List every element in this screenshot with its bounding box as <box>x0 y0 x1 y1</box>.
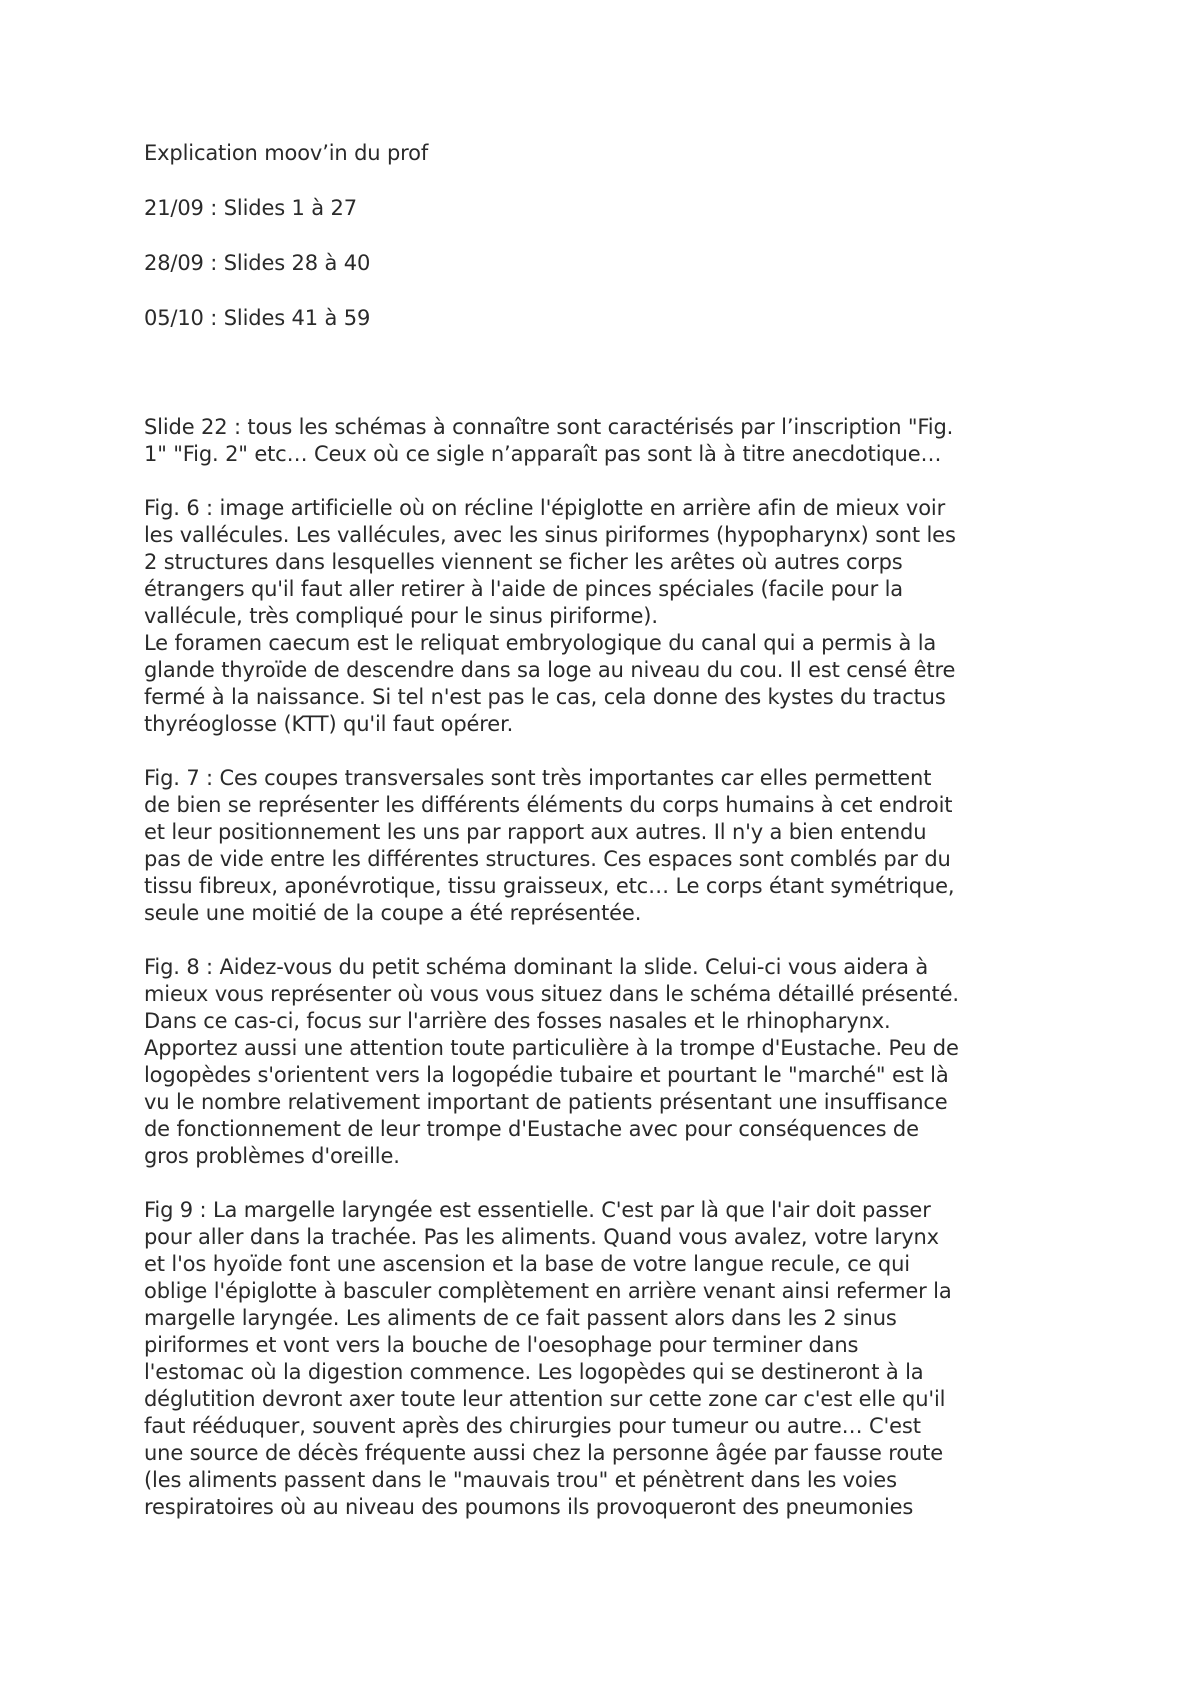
paragraph-line: et leur positionnement les uns par rapport aux autres. Il n'y a bien entendu <box>144 820 927 844</box>
schedule-line: 05/10 : Slides 41 à 59 <box>144 306 371 330</box>
paragraph-line: de bien se représenter les différents éléments du corps humains à cet endroit <box>144 793 953 817</box>
paragraph-line: Apportez aussi une attention toute particulière à la trompe d'Eustache. Peu de <box>144 1036 959 1060</box>
paragraph-line: pour aller dans la trachée. Pas les aliments. Quand vous avalez, votre larynx <box>144 1225 939 1249</box>
paragraph-line: respiratoires où au niveau des poumons ils provoqueront des pneumonies <box>144 1495 914 1519</box>
paragraph-line: mieux vous représenter où vous vous situez dans le schéma détaillé présenté. <box>144 982 959 1006</box>
paragraph-line: Dans ce cas-ci, focus sur l'arrière des fosses nasales et le rhinopharynx. <box>144 1009 891 1033</box>
paragraph-line: logopèdes s'orientent vers la logopédie tubaire et pourtant le "marché" est là <box>144 1063 949 1087</box>
paragraph-line: seule une moitié de la coupe a été représentée. <box>144 901 642 925</box>
paragraph-line: déglutition devront axer toute leur attention sur cette zone car c'est elle qu'il <box>144 1387 946 1411</box>
paragraph-line: une source de décès fréquente aussi chez la personne âgée par fausse route <box>144 1441 944 1465</box>
document-page <box>144 140 1074 1521</box>
paragraph-line: et l'os hyoïde font une ascension et la base de votre langue recule, ce qui <box>144 1252 910 1276</box>
paragraph-line: piriformes et vont vers la bouche de l'oesophage pour terminer dans <box>144 1333 859 1357</box>
paragraph-fig-8 <box>144 954 1074 1170</box>
paragraph-line: (les aliments passent dans le "mauvais trou" et pénètrent dans les voies <box>144 1468 897 1492</box>
paragraph-line: étrangers qu'il faut aller retirer à l'aide de pinces spéciales (facile pour la <box>144 577 904 601</box>
paragraph-line: gros problèmes d'oreille. <box>144 1144 400 1168</box>
paragraph-line: glande thyroïde de descendre dans sa loge au niveau du cou. Il est censé être <box>144 658 956 682</box>
paragraph-line: vallécule, très compliqué pour le sinus piriforme). <box>144 604 658 628</box>
paragraph-line: Fig. 8 : Aidez-vous du petit schéma dominant la slide. Celui-ci vous aidera à <box>144 955 929 979</box>
paragraph-fig-9 <box>144 1197 1074 1521</box>
paragraph-line: Slide 22 : tous les schémas à connaître sont caractérisés par l’inscription "Fig. <box>144 415 954 439</box>
paragraph-line: Fig 9 : La margelle laryngée est essentielle. C'est par là que l'air doit passer <box>144 1198 931 1222</box>
paragraph-line: Le foramen caecum est le reliquat embryologique du canal qui a permis à la <box>144 631 937 655</box>
paragraph-line: fermé à la naissance. Si tel n'est pas le cas, cela donne des kystes du tractus <box>144 685 946 709</box>
paragraph-line: vu le nombre relativement important de patients présentant une insuffisance <box>144 1090 948 1114</box>
paragraph-line: de fonctionnement de leur trompe d'Eustache avec pour conséquences de <box>144 1117 919 1141</box>
paragraph-slide-22 <box>144 414 1074 468</box>
schedule-line: 21/09 : Slides 1 à 27 <box>144 196 357 220</box>
paragraph-line: 2 structures dans lesquelles viennent se ficher les arêtes où autres corps <box>144 550 903 574</box>
paragraph-fig-7 <box>144 765 1074 927</box>
paragraph-line: les vallécules. Les vallécules, avec les sinus piriformes (hypopharynx) sont les <box>144 523 956 547</box>
paragraph-line: thyréoglosse (KTT) qu'il faut opérer. <box>144 712 514 736</box>
document-title: Explication moov’in du prof <box>144 141 429 165</box>
paragraph-line: margelle laryngée. Les aliments de ce fait passent alors dans les 2 sinus <box>144 1306 897 1330</box>
paragraph-line: 1" "Fig. 2" etc… Ceux où ce sigle n’apparaît pas sont là à titre anecdotique… <box>144 442 942 466</box>
paragraph-line: tissu fibreux, aponévrotique, tissu graisseux, etc… Le corps étant symétrique, <box>144 874 955 898</box>
paragraph-line: Fig. 7 : Ces coupes transversales sont très importantes car elles permettent <box>144 766 932 790</box>
paragraph-line: Fig. 6 : image artificielle où on récline l'épiglotte en arrière afin de mieux voir <box>144 496 946 520</box>
paragraph-line: faut rééduquer, souvent après des chirurgies pour tumeur ou autre… C'est <box>144 1414 921 1438</box>
paragraph-line: oblige l'épiglotte à basculer complètement en arrière venant ainsi refermer la <box>144 1279 952 1303</box>
paragraph-fig-6 <box>144 495 1074 738</box>
schedule-line: 28/09 : Slides 28 à 40 <box>144 251 371 275</box>
paragraph-line: pas de vide entre les différentes structures. Ces espaces sont comblés par du <box>144 847 951 871</box>
paragraph-line: l'estomac où la digestion commence. Les logopèdes qui se destineront à la <box>144 1360 924 1384</box>
